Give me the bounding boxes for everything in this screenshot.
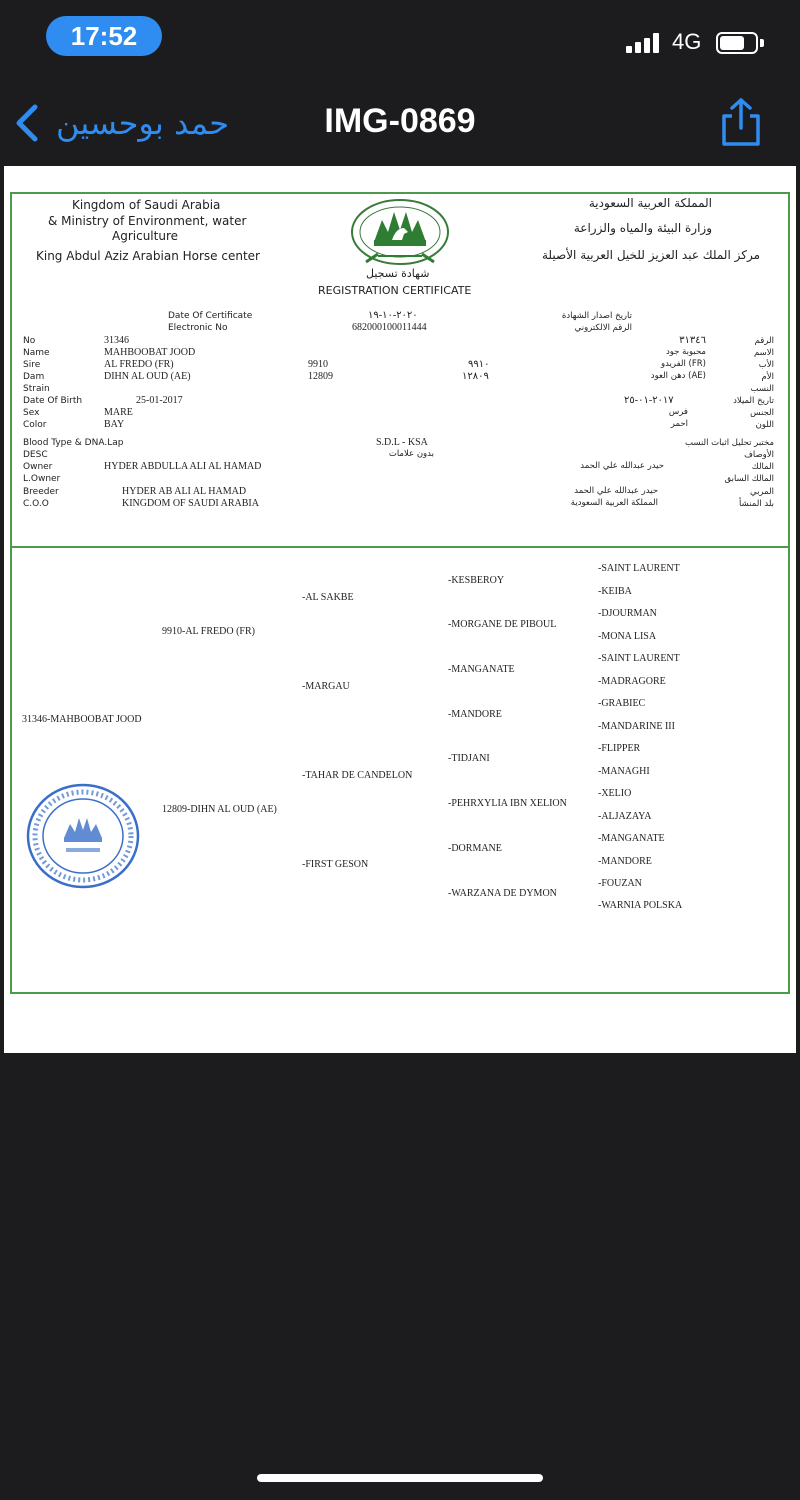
dob-label: Date Of Birth bbox=[23, 396, 83, 406]
back-button-label: حمد بوحسين bbox=[56, 104, 230, 142]
pedigree-gg-grandparent: -MONA LISA bbox=[598, 631, 657, 642]
pedigree-great-grandparent: -WARZANA DE DYMON bbox=[448, 888, 557, 899]
pedigree-great-grandparent: -DORMANE bbox=[448, 843, 502, 854]
header-ar-line3: مركز الملك عبد العزيز للخيل العربية الأصيلة bbox=[542, 248, 760, 262]
page-title: IMG-0869 bbox=[324, 102, 476, 140]
pedigree-subject: 31346-MAHBOOBAT JOOD bbox=[22, 714, 142, 725]
owner-value: HYDER ABDULLA ALI AL HAMAD bbox=[104, 461, 262, 472]
chevron-left-icon bbox=[14, 103, 40, 143]
no-label: No bbox=[23, 336, 36, 346]
dam-number: 12809 bbox=[308, 371, 333, 382]
pedigree-great-grandparent: -PEHRXYLIA IBN XELION bbox=[448, 798, 567, 809]
network-type: 4G bbox=[672, 29, 702, 54]
pedigree-gg-grandparent: -MANGANATE bbox=[598, 833, 665, 844]
owner-value-ar: حيدر عبدالله علي الحمد bbox=[580, 461, 664, 471]
coo-label: C.O.O bbox=[23, 499, 49, 509]
color-value-ar: احمر bbox=[670, 419, 688, 429]
status-time[interactable]: 17:52 bbox=[46, 16, 162, 56]
pedigree-gg-grandparent: -DJOURMAN bbox=[598, 608, 657, 619]
header-en-line1: Kingdom of Saudi Arabia bbox=[72, 198, 221, 212]
dob-value: 25-01-2017 bbox=[136, 395, 183, 406]
blood-type-label: Blood Type & DNA.Lap bbox=[23, 438, 124, 448]
electronic-no-label: Electronic No bbox=[168, 323, 228, 333]
pedigree-dam: 12809-DIHN AL OUD (AE) bbox=[162, 804, 277, 815]
owner-label-ar: المالك bbox=[751, 462, 774, 472]
strain-label-ar: النسب bbox=[750, 384, 774, 394]
pedigree-gg-grandparent: -XELIO bbox=[598, 788, 632, 799]
pedigree-gg-grandparent: -WARNIA POLSKA bbox=[598, 900, 683, 911]
breeder-label: Breeder bbox=[23, 487, 59, 497]
sire-label-ar: الأب bbox=[758, 360, 774, 370]
pedigree-great-grandparent: -KESBEROY bbox=[448, 575, 505, 586]
desc-label-ar: الأوصاف bbox=[744, 450, 774, 460]
header-en-line3: Agriculture bbox=[112, 229, 178, 243]
pedigree-great-grandparent: -TIDJANI bbox=[448, 753, 490, 764]
blood-type-label-ar: مختبر تحليل اثبات النسب bbox=[685, 438, 774, 448]
no-value-ar: ٣١٣٤٦ bbox=[679, 335, 706, 346]
name-label-ar: الاسم bbox=[754, 348, 774, 358]
document-image[interactable] bbox=[4, 166, 796, 1053]
coo-value-ar: المملكة العربية السعودية bbox=[570, 498, 658, 508]
pedigree-gg-grandparent: -FLIPPER bbox=[598, 743, 641, 754]
pedigree-gg-grandparent: -KEIBA bbox=[598, 586, 632, 597]
header-en-line4: King Abdul Aziz Arabian Horse center bbox=[36, 249, 260, 263]
pedigree-gg-grandparent: -MANAGHI bbox=[598, 766, 650, 777]
strain-label: Strain bbox=[23, 384, 50, 394]
lowner-label: L.Owner bbox=[23, 474, 61, 484]
sire-value-ar: (FR) الفريدو bbox=[660, 359, 706, 369]
name-label: Name bbox=[23, 348, 50, 358]
header-ar-line2: وزارة البيئة والمياه والزراعة bbox=[573, 221, 712, 235]
dam-value-ar: (AE) دهن العود bbox=[650, 371, 706, 381]
pedigree-gg-grandparent: -SAINT LAURENT bbox=[598, 653, 680, 664]
pedigree-grandparent: -TAHAR DE CANDELON bbox=[302, 770, 413, 781]
center-emblem-logo bbox=[348, 196, 452, 274]
pedigree-great-grandparent: -MANDORE bbox=[448, 709, 502, 720]
pedigree-grandparent: -MARGAU bbox=[302, 681, 350, 692]
pedigree-gg-grandparent: -ALJAZAYA bbox=[598, 811, 652, 822]
owner-label: Owner bbox=[23, 462, 53, 472]
name-value-ar: محبوبة جود bbox=[665, 347, 706, 357]
pedigree-gg-grandparent: -FOUZAN bbox=[598, 878, 642, 889]
pedigree-great-grandparent: -MANGANATE bbox=[448, 664, 515, 675]
pedigree-gg-grandparent: -GRABIEC bbox=[598, 698, 646, 709]
no-label-ar: الرقم bbox=[754, 336, 774, 346]
sire-label: Sire bbox=[23, 360, 41, 370]
breeder-value-ar: حيدر عبدالله علي الحمد bbox=[574, 486, 658, 496]
coo-label-ar: بلد المنشأ bbox=[739, 499, 774, 509]
color-label: Color bbox=[23, 420, 47, 430]
date-of-certificate-label-ar: تاريخ اصدار الشهادة bbox=[561, 311, 632, 321]
dob-label-ar: تاريخ الميلاد bbox=[733, 396, 774, 406]
desc-value-ar: بدون علامات bbox=[388, 449, 434, 459]
sire-number-ar: ٩٩١٠ bbox=[468, 359, 490, 370]
dam-label-ar: الأم bbox=[761, 372, 774, 382]
dam-number-ar: ١٢٨٠٩ bbox=[462, 371, 489, 382]
home-indicator[interactable] bbox=[257, 1474, 543, 1482]
sex-label: Sex bbox=[23, 408, 40, 418]
pedigree-grandparent: -FIRST GESON bbox=[302, 859, 369, 870]
dam-value: DIHN AL OUD (AE) bbox=[104, 371, 191, 382]
dam-label: Dam bbox=[23, 372, 45, 382]
sire-value: AL FREDO (FR) bbox=[104, 359, 174, 370]
pedigree-gg-grandparent: -SAINT LAURENT bbox=[598, 563, 680, 574]
sex-value-ar: فرس bbox=[668, 407, 688, 417]
pedigree-grandparent: -AL SAKBE bbox=[302, 592, 354, 603]
color-value: BAY bbox=[104, 419, 125, 430]
pedigree-sire: 9910-AL FREDO (FR) bbox=[162, 626, 255, 637]
date-of-certificate-label: Date Of Certificate bbox=[168, 311, 253, 321]
desc-label: DESC bbox=[23, 450, 48, 460]
header-ar-line1: المملكة العربية السعودية bbox=[588, 196, 712, 210]
lowner-label-ar: المالك السابق bbox=[724, 474, 774, 484]
back-button[interactable] bbox=[14, 98, 229, 148]
sex-label-ar: الجنس bbox=[750, 408, 774, 418]
name-value: MAHBOOBAT JOOD bbox=[104, 347, 196, 358]
pedigree-gg-grandparent: -MANDARINE III bbox=[598, 721, 675, 732]
color-label-ar: اللون bbox=[755, 420, 774, 430]
no-value: 31346 bbox=[104, 335, 129, 346]
share-icon[interactable] bbox=[716, 96, 766, 148]
cellular-signal-icon bbox=[626, 33, 664, 53]
certificate-title-ar: شهادة تسجيل bbox=[366, 267, 430, 280]
electronic-no-value: 682000100011444 bbox=[352, 322, 427, 333]
status-bar bbox=[0, 0, 800, 80]
sire-number: 9910 bbox=[308, 359, 328, 370]
pedigree-gg-grandparent: -MANDORE bbox=[598, 856, 652, 867]
coo-value: KINGDOM OF SAUDI ARABIA bbox=[122, 498, 259, 509]
header-en-line2: & Ministry of Environment, water bbox=[48, 214, 247, 228]
official-stamp bbox=[24, 782, 142, 890]
breeder-value: HYDER AB ALI AL HAMAD bbox=[122, 486, 247, 497]
pedigree-great-grandparent: -MORGANE DE PIBOUL bbox=[448, 619, 557, 630]
breeder-label-ar: المربي bbox=[749, 487, 774, 497]
navigation-bar bbox=[0, 80, 800, 166]
date-of-certificate-value: ٢٠٢٠-١٠-١٩ bbox=[368, 310, 418, 321]
pedigree-gg-grandparent: -MADRAGORE bbox=[598, 676, 666, 687]
certificate-title-en: REGISTRATION CERTIFICATE bbox=[318, 284, 472, 297]
battery-icon bbox=[716, 32, 764, 54]
electronic-no-label-ar: الرقم الالكتروني bbox=[574, 323, 632, 333]
sex-value: MARE bbox=[104, 407, 133, 418]
dob-value-ar: ٢٠١٧-٠١-٢٥ bbox=[624, 395, 674, 406]
blood-type-value: S.D.L - KSA bbox=[376, 437, 428, 448]
